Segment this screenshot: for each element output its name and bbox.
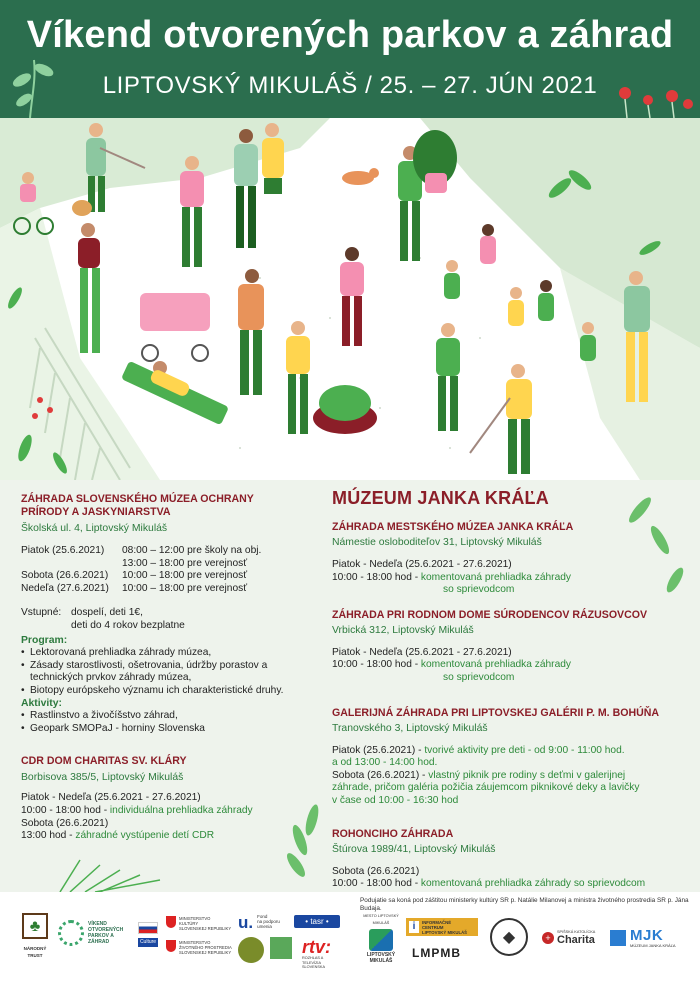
- coat-of-arms-icon: [166, 940, 176, 952]
- schedule-line: Piatok - Nedeľa (25.6.2021 - 27.6.2021): [332, 646, 512, 658]
- garden-gallery-title: GALERIJNÁ ZÁHRADA PRI LIPTOVSKEJ GALÉRII P. M. BOHÚŇA: [332, 706, 660, 719]
- logo-text-line: Fond: [257, 914, 268, 919]
- schedule-time: 13:00 – 18:00 pre verejnosť: [122, 557, 248, 569]
- logo-narodny-trust: [20, 913, 50, 959]
- title-line-1: ZÁHRADA SLOVENSKÉHO MÚZEA OCHRANY: [21, 493, 254, 505]
- logo-mjk: [610, 928, 690, 948]
- schedule-day: Nedeľa (27.6.2021): [21, 582, 109, 594]
- logo-text: [422, 920, 467, 935]
- logo-text: Culture: [139, 939, 157, 945]
- schedule-line: [332, 572, 687, 585]
- illustration-svg: [0, 118, 700, 480]
- seal-icon: [238, 937, 264, 963]
- logo-text-line: INFORMAČNÉ: [422, 919, 452, 925]
- schedule-time: 08:00 – 12:00 pre školy na obj.: [122, 545, 262, 556]
- logo-text: NÁRODNÝ TRUST: [23, 946, 47, 958]
- schedule-line: [332, 770, 687, 783]
- schedule-day: Sobota (26.6.2021): [21, 570, 109, 582]
- schedule-line: Piatok - Nedeľa (25.6.2021 - 27.6.2021): [21, 792, 201, 804]
- flag-icon: [138, 922, 158, 934]
- schedule-day: Piatok (25.6.2021) -: [332, 744, 425, 756]
- schedule-text: komentovaná prehliadka záhrady: [420, 659, 571, 671]
- schedule-line: [21, 830, 296, 843]
- schedule-line: [21, 805, 296, 818]
- list-item: • Biotopy európskeho významu ich charakteristické druhy.: [21, 685, 296, 698]
- garden-smopaj-address: Školská ul. 4, Liptovský Mikuláš: [21, 523, 168, 534]
- logo-text-line: OTVORENÝCH: [88, 927, 124, 933]
- garden-gallery-address: Tranovského 3, Liptovský Mikuláš: [332, 722, 488, 734]
- garden-gallery: [332, 707, 687, 808]
- schedule-text: so sprievodcom: [443, 584, 515, 596]
- logo-text-line: MÚZEUM JANKA KRÁĽA: [630, 943, 676, 948]
- schedule-text: v čase od 10:00 - 16:30 hod: [332, 794, 459, 806]
- museum-title: MÚZEUM JANKA KRÁĽA: [332, 488, 549, 508]
- garden-razus-title: ZÁHRADA PRI RODNOM DOME SÚRODENCOV RÁZUSOVCOV: [332, 608, 648, 621]
- garden-mjk: [332, 521, 687, 597]
- list-item: • Rastlinstvo a živočíšstvo záhrad,: [21, 710, 296, 723]
- schedule-text: záhradné vystúpenie detí CDR: [75, 830, 215, 842]
- schedule-text: vlastný piknik pre rodiny s deťmi v galerijnej: [428, 769, 626, 781]
- schedule-text: a od 13:00 - 14:00 hod.: [332, 757, 438, 769]
- mjk-square-icon: [610, 930, 626, 946]
- schedule-text: tvorivé aktivity pre deti - od 9:00 - 11:00 hod.: [424, 744, 625, 756]
- logo-text-line: CENTRUM: [422, 924, 444, 930]
- logo-liptovsky-mikulas: [362, 913, 400, 964]
- title-line-2: PRÍRODY A JASKYNIARSTVA: [21, 506, 171, 518]
- logo-lmpmb: LMPMB: [412, 946, 461, 960]
- logo-text-line: ŽIVOTNÉHO PROSTREDIA: [179, 945, 232, 950]
- logo-charita: [542, 930, 602, 946]
- logo-min-zp: [166, 940, 236, 955]
- logo-rtv: [302, 938, 342, 970]
- schedule-time: 10:00 - 18:00 hod -: [332, 571, 421, 583]
- logo-text-line: umenia: [257, 924, 272, 929]
- lm-emblem-icon: [369, 929, 393, 951]
- header-banner: [0, 0, 700, 118]
- left-column: [21, 493, 296, 843]
- garden-rohonci-address: Štúrova 1989/41, Liptovský Mikuláš: [332, 843, 496, 855]
- right-column: [332, 488, 687, 891]
- activities-label: Aktivity:: [21, 697, 62, 709]
- garden-mjk-address: Námestie osloboditeľov 31, Liptovský Mikuláš: [332, 537, 542, 548]
- logo-text: rtv:: [302, 937, 332, 957]
- schedule-line: Sobota (26.6.2021): [21, 817, 109, 829]
- activities-list: [21, 710, 296, 735]
- coat-of-arms-icon: [166, 916, 176, 928]
- garden-mjk-title: ZÁHRADA MESTSKÉHO MÚZEA JANKA KRÁĽA: [332, 521, 574, 533]
- logo-text-line: LIPTOVSKÝ MIKULÁŠ: [422, 929, 468, 935]
- fee-line-2: deti do 4 rokov bezplatne: [71, 619, 185, 631]
- list-item: • Zásady starostlivosti, ošetrovania, údržby porastov a technických prvkov záhrady múzea,: [21, 660, 296, 685]
- logo-text-line: MINISTERSTVO: [179, 940, 211, 945]
- schedule-day: Sobota (26.6.2021) -: [332, 769, 429, 781]
- logo-text-line: VÍKEND: [88, 921, 107, 927]
- garden-rohonci: [332, 828, 687, 891]
- schedule-time: 10:00 - 18:00 hod -: [332, 659, 421, 671]
- bat-icon: ◆: [502, 928, 516, 946]
- logo-text-line: MINISTERSTVO: [179, 916, 211, 921]
- logo-text-line: PARKOV A ZÁHRAD: [88, 933, 114, 945]
- schedule-line: [332, 878, 687, 891]
- cross-icon: +: [542, 932, 554, 944]
- logo-info-centrum: [406, 918, 478, 936]
- fee-line-1: dospelí, deti 1€,: [71, 607, 143, 619]
- schedule-line: Sobota (26.6.2021): [332, 865, 420, 877]
- logo-text: [88, 921, 128, 945]
- logo-min-kultury: [166, 916, 236, 931]
- schedule-time: 10:00 - 18:00 hod -: [21, 804, 110, 816]
- garden-razus: [332, 609, 687, 685]
- logo-text: [179, 916, 231, 931]
- schedule-row: [21, 558, 296, 571]
- schedule-text: so sprievodcom: [443, 671, 515, 683]
- page-subtitle: LIPTOVSKÝ MIKULÁŠ / 25. – 27. JÚN 2021: [102, 72, 598, 99]
- schedule-time: 10:00 - 18:00 hod -: [332, 878, 421, 890]
- schedule-time: 10:00 – 18:00 pre verejnosť: [122, 570, 248, 582]
- header-plants-decoration: [0, 0, 700, 118]
- program-list: [21, 647, 296, 697]
- schedule-line: Piatok - Nedeľa (25.6.2021 - 27.6.2021): [332, 559, 512, 570]
- logo-text-line: MJK: [630, 927, 664, 944]
- garden-razus-address: Vrbická 312, Liptovský Mikuláš: [332, 624, 474, 636]
- logo-text: MIKULÁŠ: [369, 957, 393, 964]
- list-item: • Lektorovaná prehliadka záhrady múzea,: [21, 647, 296, 660]
- schedule-day: Piatok (25.6.2021): [21, 545, 105, 556]
- schedule-time: 10:00 – 18:00 pre verejnosť: [122, 582, 248, 594]
- logo-culture: [138, 922, 160, 947]
- garden-cdr-schedule: [21, 792, 296, 842]
- garden-smopaj-fee: [21, 607, 296, 632]
- tree-icon: ♣: [22, 913, 48, 939]
- logo-text: [630, 928, 676, 948]
- logo-text: [557, 930, 595, 946]
- logo-text-line: SLOVENSKEJ REPUBLIKY: [179, 926, 232, 931]
- garden-cdr-address: Borbisova 385/5, Liptovský Mikuláš: [21, 772, 184, 784]
- list-item: • Geopark SMOPaJ - horniny Slovenska: [21, 723, 296, 736]
- circle-leaf-icon: [58, 920, 84, 946]
- footer-note: Podujatie sa koná pod záštitou ministerky kultúry SR p. Natálie Milanovej a ministra životného prostredia SR p. Jána Budaja.: [360, 897, 689, 912]
- program-label: Program:: [21, 634, 68, 646]
- garden-smopaj-title: [21, 493, 296, 519]
- schedule-row: [21, 570, 296, 583]
- schedule-day: [21, 558, 122, 571]
- fond-u-icon: u.: [238, 913, 254, 932]
- schedule-line: [332, 659, 687, 672]
- logo-text-line: SLOVENSKEJ REPUBLIKY: [179, 950, 232, 955]
- logo-fond-umenia: [238, 914, 286, 931]
- garden-rohonci-title: ROHONCIHO ZÁHRADA: [332, 827, 454, 840]
- logo-text: LIPTOVSKÝ: [366, 952, 396, 958]
- logo-vikend: [58, 920, 128, 946]
- schedule-row: [21, 583, 296, 596]
- logo-bat-circle: [490, 918, 528, 956]
- schedule-row: [21, 545, 296, 558]
- schedule-text: záhrade, pričom galéria požičia záujemcom piknikové deky a lavičky: [332, 782, 640, 794]
- illustration-park-people: [0, 118, 700, 480]
- logo-tasr: • tasr •: [294, 915, 340, 928]
- fee-row-1: [21, 607, 296, 620]
- garden-cdr-title: CDR DOM CHARITAS SV. KLÁRY: [21, 755, 187, 768]
- logo-text-line: Charita: [557, 933, 595, 946]
- schedule-text: komentovaná prehliadka záhrady: [420, 571, 571, 583]
- logo-text-line: na podporu: [257, 919, 280, 924]
- garden-smopaj-schedule: [21, 545, 296, 595]
- logo-text-line: SPIŠSKÁ KATOLÍCKA: [557, 930, 596, 934]
- info-icon: i: [409, 921, 419, 933]
- schedule-text: individuálna prehliadka záhrady: [109, 804, 253, 816]
- logo-text: ROZHLAS A TELEVÍZIA SLOVENSKA: [302, 956, 326, 969]
- fee-label: Vstupné:: [21, 607, 62, 619]
- logo-text: MESTO LIPTOVSKÝ MIKULÁŠ: [363, 914, 399, 925]
- schedule-line: [332, 745, 687, 758]
- logo-text-line: KULTÚRY: [179, 921, 199, 926]
- schedule-text: komentovaná prehliadka záhrady so sprievodcom: [420, 878, 646, 890]
- logo-text: [179, 940, 232, 955]
- logo-text: [257, 914, 280, 931]
- pattern-icon: [270, 937, 292, 959]
- page-title: Víkend otvorených parkov a záhrad: [26, 14, 674, 56]
- schedule-time: 13:00 hod -: [21, 830, 76, 842]
